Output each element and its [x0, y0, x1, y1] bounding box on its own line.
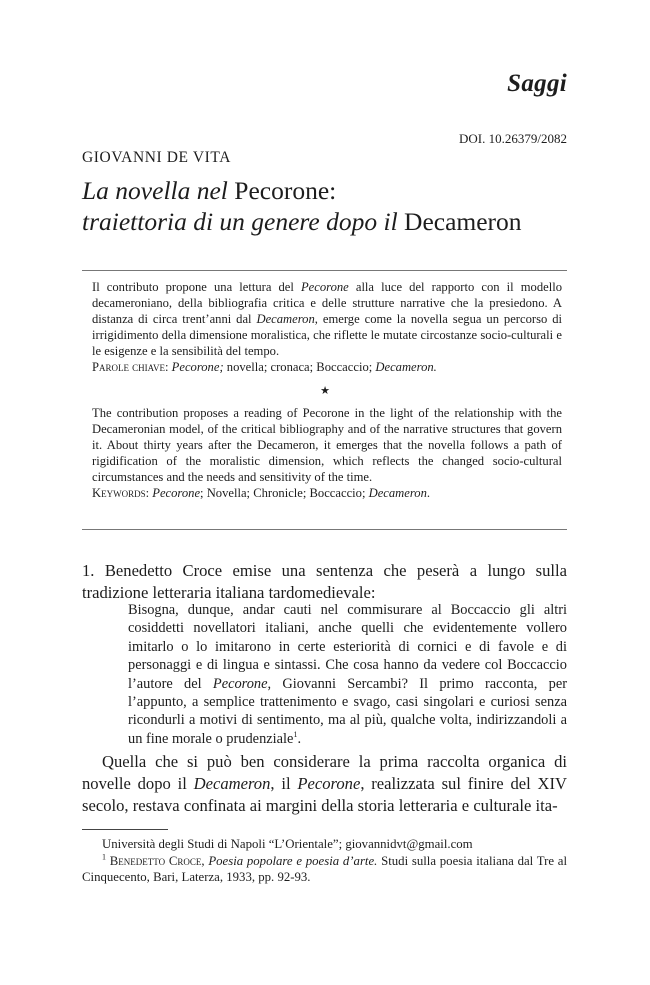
title-part: traiettoria di un genere dopo il	[82, 207, 398, 236]
abstract-bottom-rule	[82, 529, 567, 530]
doi-link[interactable]: DOI. 10.26379/2082	[459, 131, 567, 146]
abstract-italian: Il contributo propone una lettura del Pecorone alla luce del rapporto con il modello decameroniano, della bibliografia critica e delle strutture narrative che la presiedono. A distanza di circa trent’anni dal Decameron, emerge come la novella segua un percorso di irrigidimento della dimensione moralistica, che riflette le mutate circostanze socio-culturali e le esigenze e la sensibilità del tempo. Parole chiave: Pecorone; novella; cronaca; Boccaccio; Decameron.	[92, 280, 562, 374]
title-part: Decameron	[404, 207, 522, 236]
section-label: Saggi	[507, 70, 567, 97]
author-affiliation: Università degli Studi di Napoli “L’Orientale”; giovannidvt@gmail.com	[102, 837, 473, 851]
keywords-italian: Parole chiave: Pecorone; novella; cronaca; Boccaccio; Decameron.	[92, 360, 437, 374]
abstract-top-rule	[82, 270, 567, 271]
block-quote: Bisogna, dunque, andar cauti nel commisurare al Boccaccio gli altri cosiddetti novellatori italiani, anche quelli che evidentemente vollero imitarlo o lo imitarono in certe esteriorità di cornici e di favole e di personaggi e di lingua e sintassi. Che cosa hanno da vedere col Boccaccio l’autore del Pecorone, Giovanni Sercambi? Il primo racconta, per l’appunto, a semplice trattenimento e svago, casi singolari e curiosi senza ricondurli a motivi di sentimento, ma al più, qualche volta, indirizzandoli a un fine morale o prudenziale$^1$.	[128, 602, 567, 747]
star-separator: ★	[320, 385, 330, 397]
title-part: La novella nel	[82, 176, 228, 205]
article-title	[82, 175, 582, 237]
footnotes	[82, 836, 567, 886]
keywords-english: Keywords: Pecorone; Novella; Chronicle; Boccaccio; Decameron.	[92, 486, 431, 500]
body-paragraph-1: 1. Benedetto Croce emise una sentenza che peserà a lungo sulla tradizione letteraria italiana tardomedievale:	[82, 561, 567, 602]
footnote-1: $^1$ Benedetto Croce, Poesia popolare e poesia d’arte. Studi sulla poesia italiana dal Tre al Cinquecento, Bari, Laterza, 1933, pp. 92-93.	[82, 852, 567, 884]
author-name: GIOVANNI DE VITA	[82, 149, 231, 166]
footnote-ref[interactable]: 1	[293, 730, 298, 740]
footnote-rule	[82, 829, 168, 830]
abstract-english: The contribution proposes a reading of Pecorone in the light of the relationship with the Decameronian model, of the critical bibliography and of the narrative structures that govern it. About thirty years after the Decameron, it emerges that the novella follows a path of rigidification of the moralistic dimension, which reflects the changed socio-cultural circumstances and the needs and sensitivity of the time. Keywords: Pecorone; Novella; Chronicle; Boccaccio; Decameron.	[92, 406, 562, 500]
body-paragraph-2: Quella che si può ben considerare la prima raccolta organica di novelle dopo il Decameron, il Pecorone, realizzata sul finire del XIV secolo, restava confinata ai margini della storia letteraria e culturale ita-	[82, 752, 567, 815]
title-part: Pecorone:	[234, 176, 337, 205]
